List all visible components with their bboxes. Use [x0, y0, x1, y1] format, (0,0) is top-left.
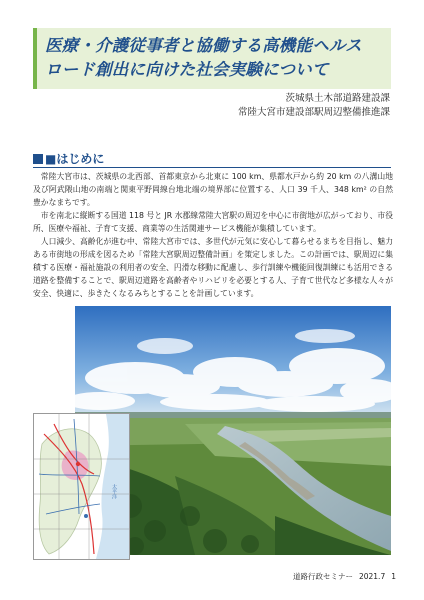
page-number: 1 [391, 572, 396, 581]
author-affiliation: 茨城県土木部道路建設課 [285, 93, 390, 104]
section-divider [33, 167, 391, 168]
section-title: ■はじめに [45, 152, 105, 166]
article-title-line-2: ロード創出に向けた社会実験について [45, 60, 329, 79]
section-heading [33, 151, 391, 168]
publication-name: 道路行政セミナー [292, 572, 353, 581]
author-affiliation: 常陸大宮市建設部駅周辺整備推進課 [237, 107, 390, 118]
article-title [45, 34, 389, 82]
location-map-illustration [34, 414, 129, 559]
author-affiliations [200, 92, 390, 120]
body-text [33, 170, 393, 300]
paragraph: 市を南北に縦断する国道 118 号と JR 水郡線常陸大宮駅の周辺を中心に市街地が広がっており、市役所、医療や福祉、子育て支援、商業等の生活関連サービス機能が集積しています。 [33, 211, 393, 233]
section-marker-icon [33, 154, 43, 164]
paragraph: 常陸大宮市は、茨城県の北西部、首都東京から北東に 100 km、県都水戸から約 20 km の八溝山地及び阿武隈山地の南端と関東平野岡線台地北端の境界部に位置する、人口 39 千人、348 km² の自然豊かなまちです。 [33, 172, 393, 207]
issue-date: 2021.7 [358, 572, 386, 581]
page-footer [200, 571, 396, 582]
map-label-ocean: 太平洋 [111, 484, 117, 499]
location-map-inset [33, 413, 130, 560]
title-accent-bar [33, 28, 37, 89]
title-banner [33, 28, 391, 89]
paragraph: 人口減少、高齢化が進む中、常陸大宮市では、多世代が元気に安心して暮らせるまちを目指し、魅力ある市街地の形成を図るため「常陸大宮駅周辺整備計画」を策定しました。この計画では、駅周辺に集積する医療・福祉施設の利用者の安全、円滑な移動に配慮し、歩行訓練や機能回復訓練にも活用できる道路を整備することで、駅周辺道路を高齢者やリハビリを必要とする人、子育て世代など多様な人々が安全、快適に、歩きたくなるみちとすることを計画しています。 [33, 237, 393, 298]
article-title-line-1: 医療・介護従事者と協働する高機能ヘルス [45, 36, 362, 55]
